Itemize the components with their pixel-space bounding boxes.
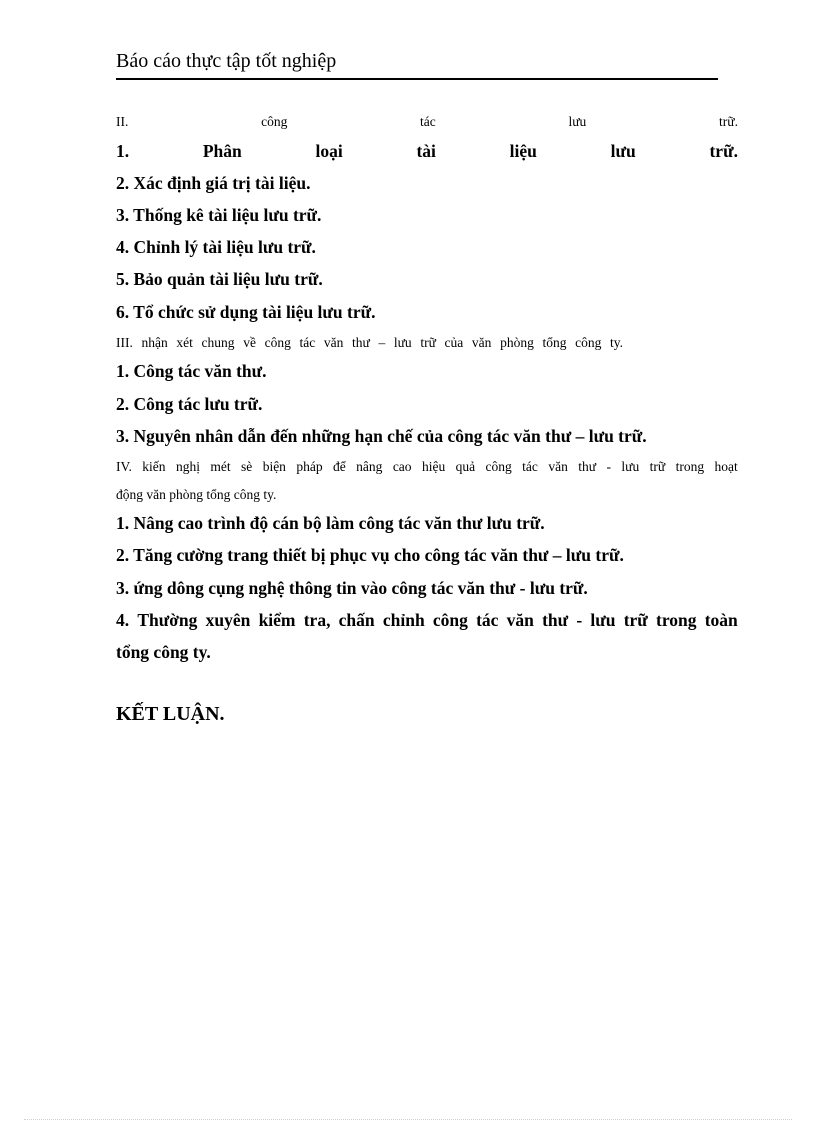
- heading-word: thư: [352, 335, 370, 350]
- item-word: trong: [656, 610, 697, 630]
- heading-word: trữ.: [719, 114, 738, 129]
- section-4-item-2: 2. Tăng cường trang thiết bị phục vụ cho công tác văn thư – lưu trữ.: [116, 545, 624, 565]
- item-word: Phân: [202, 141, 242, 161]
- section-3-heading: [116, 335, 623, 351]
- heading-word: cao: [392, 459, 412, 474]
- heading-word: tác: [522, 459, 538, 474]
- heading-word: để: [333, 459, 346, 474]
- heading-word: IV.: [116, 459, 132, 474]
- heading-word: nghị: [175, 459, 200, 474]
- heading-word: trong: [675, 459, 705, 474]
- item-word: công: [432, 610, 468, 630]
- item-word: liệu: [509, 141, 537, 161]
- heading-word: -: [606, 459, 611, 474]
- page-bottom-border: [24, 1119, 792, 1120]
- heading-word: về: [243, 335, 256, 350]
- item-word: 4.: [116, 610, 130, 630]
- section-2-item-4: 4. Chỉnh lý tài liệu lưu trữ.: [116, 237, 316, 257]
- section-2-heading: [116, 114, 738, 130]
- item-word: lưu: [610, 141, 636, 161]
- heading-word: tác: [420, 114, 436, 129]
- heading-word: văn: [471, 335, 492, 350]
- heading-word: của: [444, 335, 464, 350]
- heading-word: sè: [241, 459, 253, 474]
- heading-word: hiệu: [421, 459, 446, 474]
- section-2-item-3: 3. Thống kê tài liệu lưu trữ.: [116, 205, 322, 225]
- heading-word: kiến: [142, 459, 166, 474]
- section-4-item-4-line-2: tổng công ty.: [116, 642, 211, 662]
- heading-word: công: [261, 114, 288, 129]
- item-word: 1.: [116, 141, 130, 161]
- heading-word: phòng: [500, 335, 534, 350]
- heading-word: mét: [210, 459, 231, 474]
- section-4-item-1: 1. Nâng cao trình độ cán bộ làm công tác văn thư lưu trữ.: [116, 513, 545, 533]
- section-2-item-1: [116, 141, 738, 161]
- heading-word: trữ: [420, 335, 436, 350]
- heading-word: công: [264, 335, 291, 350]
- heading-word: III.: [116, 335, 133, 350]
- section-3-item-1: 1. Công tác văn thư.: [116, 361, 267, 381]
- item-word: loại: [315, 141, 343, 161]
- item-word: văn: [506, 610, 534, 630]
- heading-word: hoạt: [714, 459, 738, 474]
- page-header: [116, 50, 718, 80]
- item-word: xuyên: [205, 610, 251, 630]
- item-word: tra,: [303, 610, 331, 630]
- heading-word: tổng: [542, 335, 567, 350]
- item-word: trữ.: [709, 141, 738, 161]
- section-3-item-3: 3. Nguyên nhân dẫn đến những hạn chế của công tác văn thư – lưu trữ.: [116, 426, 647, 446]
- section-4-item-4-line-1: [116, 610, 738, 630]
- heading-word: nâng: [356, 459, 383, 474]
- heading-word: ty.: [610, 335, 623, 350]
- heading-word: lưu: [621, 459, 640, 474]
- section-2-item-5: 5. Bảo quản tài liệu lưu trữ.: [116, 269, 323, 289]
- item-word: tác: [476, 610, 499, 630]
- heading-word: công: [575, 335, 602, 350]
- conclusion-heading: KẾT LUẬN.: [116, 703, 225, 725]
- section-4-heading-line-1: [116, 459, 738, 475]
- section-2-item-6: 6. Tổ chức sử dụng tài liệu lưu trữ.: [116, 302, 376, 322]
- item-word: chấn: [338, 610, 375, 630]
- heading-word: công: [485, 459, 512, 474]
- section-4-heading-line-2: động văn phòng tổng công ty.: [116, 487, 277, 502]
- heading-word: xét: [176, 335, 193, 350]
- item-word: -: [576, 610, 583, 630]
- heading-word: văn: [323, 335, 344, 350]
- heading-word: nhận: [141, 335, 168, 350]
- heading-word: thư: [578, 459, 597, 474]
- heading-word: –: [378, 335, 386, 350]
- section-2-item-2: 2. Xác định giá trị tài liệu.: [116, 173, 311, 193]
- heading-word: trữ: [649, 459, 666, 474]
- section-3-item-2: 2. Công tác lưu trữ.: [116, 394, 263, 414]
- item-word: lưu: [590, 610, 616, 630]
- item-word: Thường: [137, 610, 198, 630]
- heading-word: lưu: [393, 335, 412, 350]
- item-word: toàn: [704, 610, 738, 630]
- item-word: chỉnh: [382, 610, 425, 630]
- header-title: Báo cáo thực tập tốt nghiệp: [116, 50, 337, 72]
- item-word: thư: [542, 610, 569, 630]
- heading-word: biện: [262, 459, 286, 474]
- item-word: kiểm: [258, 610, 296, 630]
- item-word: tài: [416, 141, 436, 161]
- section-4-item-3: 3. ứng dông cụng nghệ thông tin vào công tác văn thư - lưu trữ.: [116, 578, 588, 598]
- heading-word: văn: [548, 459, 568, 474]
- heading-word: pháp: [296, 459, 323, 474]
- heading-word: lưu: [568, 114, 587, 129]
- heading-word: chung: [201, 335, 235, 350]
- item-word: trữ: [623, 610, 648, 630]
- heading-word: tác: [299, 335, 316, 350]
- heading-word: II.: [116, 114, 129, 129]
- heading-word: quả: [455, 459, 476, 474]
